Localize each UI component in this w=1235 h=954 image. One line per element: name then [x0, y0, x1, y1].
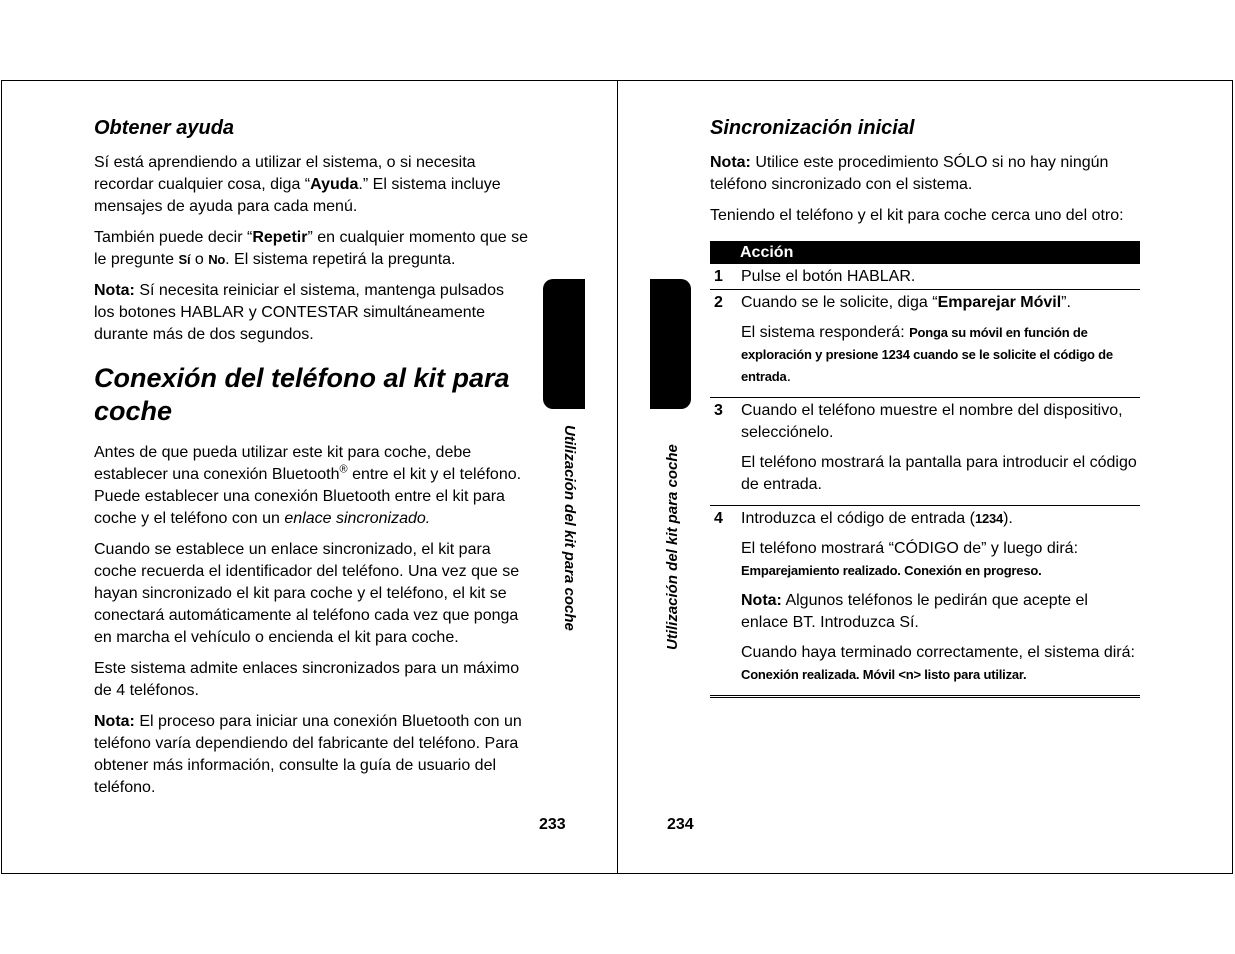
step-row-2 [710, 290, 1140, 398]
chapter-side-label-left: Utilización del kit para coche [561, 425, 578, 631]
connect-paragraph-3: Este sistema admite enlaces sincronizados para un máximo de 4 teléfonos. [94, 660, 520, 699]
page-divider [617, 80, 618, 874]
page-number-right: 234 [667, 816, 694, 833]
step-row-1 [710, 264, 1140, 290]
note-label: Nota: [710, 154, 751, 171]
step-number: 2 [710, 290, 740, 398]
step-response: El sistema responderá: Ponga su móvil en función de exploración y presione 1234 cuando se le solicite el código de entrada. [741, 324, 1113, 385]
step-row-3 [710, 398, 1140, 506]
note-label: Nota: [741, 592, 782, 609]
system-prompt-text: Ponga su móvil en función de exploración y presione 1234 cuando se le solicite el código de entrada [741, 325, 1113, 384]
step-text: Introduzca el código de entrada (1234). [741, 510, 1013, 527]
help-paragraph-1: Sí está aprendiendo a utilizar el sistema, o si necesita recordar cualquier cosa, diga “Ayuda.” El sistema incluye mensajes de ayuda para cada menú. [94, 154, 501, 215]
chapter-side-label-right: Utilización del kit para coche [664, 444, 681, 650]
left-page-content [94, 114, 528, 808]
note-label: Nota: [94, 713, 135, 730]
system-prompt-text: Conexión realizada. Móvil <n> listo para utilizar. [741, 667, 1027, 682]
step-response: El teléfono mostrará “CÓDIGO de” y luego dirá: Emparejamiento realizado. Conexión en progreso. [741, 540, 1079, 578]
step-text: Cuando el teléfono muestre el nombre del dispositivo, selecciónelo. [741, 402, 1123, 441]
step-row-4 [710, 506, 1140, 697]
step-text: Pulse el botón HABLAR. [741, 268, 916, 285]
step-number: 1 [710, 264, 740, 290]
repetir-command: Repetir [252, 229, 308, 246]
emparejar-command: Emparejar Móvil [937, 294, 1062, 311]
system-prompt-text: Emparejamiento realizado. Conexión en progreso. [741, 563, 1042, 578]
step-text: Cuando se le solicite, diga “Emparejar Móvil”. [741, 294, 1071, 311]
steps-table [710, 241, 1140, 698]
right-page-content [710, 114, 1142, 698]
help-note: Nota: Sí necesita reiniciar el sistema, mantenga pulsados los botones HABLAR y CONTESTAR simultáneamente durante más de dos segundos. [94, 282, 504, 343]
registered-mark: ® [339, 463, 348, 476]
connect-note: Nota: El proceso para iniciar una conexión Bluetooth con un teléfono varía dependiendo del fabricante del teléfono. Para obtener más información, consulte la guía de usuario del teléfono. [94, 713, 522, 796]
no-command: No [208, 252, 226, 267]
chapter-thumb-tab-right [650, 279, 691, 409]
help-heading: Obtener ayuda [94, 117, 235, 139]
si-command: Sí [178, 252, 191, 267]
sync-intro: Teniendo el teléfono y el kit para coche cerca uno del otro: [710, 207, 1124, 224]
note-label: Nota: [94, 282, 135, 299]
pairing-code: 1234 [974, 511, 1004, 526]
steps-table-header: Acción [710, 241, 1140, 264]
sync-note: Nota: Utilice este procedimiento SÓLO si no hay ningún teléfono sincronizado con el sistema. [710, 154, 1109, 193]
step-completion: Cuando haya terminado correctamente, el sistema dirá: Conexión realizada. Móvil <n> listo para utilizar. [741, 644, 1135, 682]
step-number: 3 [710, 398, 740, 506]
step-note: Nota: Algunos teléfonos le pedirán que acepte el enlace BT. Introduzca Sí. [741, 592, 1088, 631]
synced-link-term: enlace sincronizado. [284, 510, 431, 527]
page-number-left: 233 [539, 816, 566, 833]
connect-paragraph-2: Cuando se establece un enlace sincronizado, el kit para coche recuerda el identificador del teléfono. Una vez que se hayan sincronizado el kit para coche y el teléfono, el kit se conectará automáticamente al teléfono cada vez que ponga en marcha el vehículo o encienda el kit para coche. [94, 541, 520, 646]
ayuda-command: Ayuda [310, 176, 359, 193]
help-paragraph-2: También puede decir “Repetir” en cualquier momento que se le pregunte Sí o No. El sistema repetirá la pregunta. [94, 229, 529, 268]
step-number: 4 [710, 506, 740, 697]
sync-heading: Sincronización inicial [710, 117, 915, 139]
connect-paragraph-1: Antes de que pueda utilizar este kit para coche, debe establecer una conexión Bluetooth® entre el kit y el teléfono. Puede establecer una conexión Bluetooth entre el kit para coche y el teléfono con un enlace sincronizado. [94, 444, 522, 527]
step-response: El teléfono mostrará la pantalla para introducir el código de entrada. [741, 454, 1137, 493]
connect-heading: Conexión del teléfono al kit para coche [94, 363, 510, 426]
chapter-thumb-tab-left [543, 279, 585, 409]
steps-table-header-row [710, 241, 1140, 264]
